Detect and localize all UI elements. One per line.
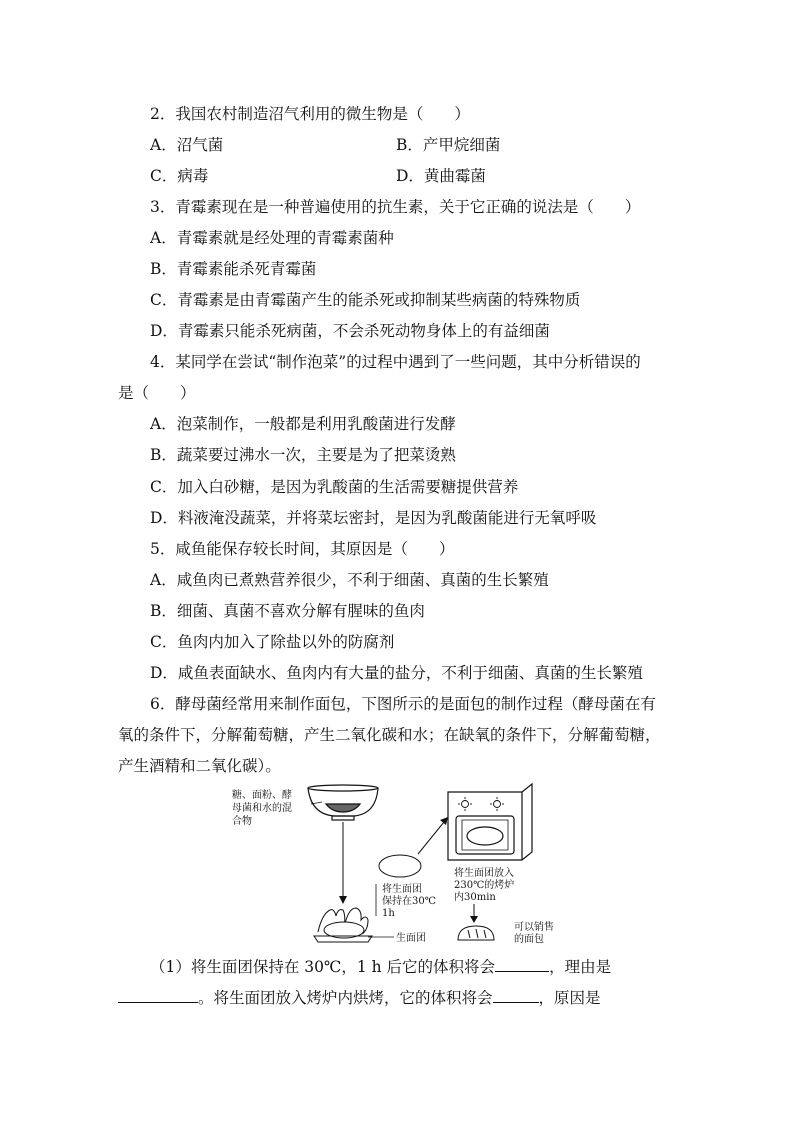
q4-stem-line2: 是（ ） [118, 384, 196, 402]
q5-option-d: D．咸鱼表面缺水、鱼肉内有大量的盐分，不利于细菌、真菌的生长繁殖 [150, 664, 643, 682]
bread-making-figure [226, 780, 566, 952]
oven-label-2: 230℃的烤炉 [454, 880, 515, 891]
q2-option-d: D．黄曲霉菌 [396, 167, 486, 185]
answer-blank-3[interactable] [493, 987, 539, 1003]
arrow-down-icon [470, 916, 478, 923]
answer-blank-2[interactable] [118, 987, 198, 1003]
q4-option-d: D．料液淹没蔬菜，并将菜坛密封，是因为乳酸菌能进行无氧呼吸 [150, 509, 597, 527]
keep-label-2: 保持在30℃ [382, 896, 436, 907]
bread-label-1: 可以销售 [514, 922, 554, 933]
q4-stem-line1: 4．某同学在尝试“制作泡菜”的过程中遇到了一些问题，其中分析错误的 [150, 353, 641, 371]
q5-option-a: A．咸鱼肉已煮熟营养很少，不利于细菌、真菌的生长繁殖 [150, 571, 549, 589]
oven [448, 784, 532, 860]
q6-sub1-line2 [118, 987, 601, 1008]
q5-option-b: B．细菌、真菌不喜欢分解有腥味的鱼肉 [150, 602, 425, 620]
q6-stem-line1: 6．酵母菌经常用来制作面包，下图所示的是面包的制作过程（酵母菌在有 [150, 695, 656, 713]
q6-stem-line2: 氧的条件下，分解葡萄糖，产生二氧化碳和水；在缺氧的条件下，分解葡萄糖， [118, 726, 661, 744]
arrow-down-icon [339, 896, 347, 904]
q3-option-a: A．青霉素就是经处理的青霉素菌种 [150, 229, 394, 247]
keep-label-3: 1h [382, 908, 395, 919]
q5-stem: 5．咸鱼能保存较长时间，其原因是（ ） [150, 540, 455, 558]
q2-stem: 2．我国农村制造沼气利用的微生物是（ ） [150, 105, 470, 123]
q2-option-c: C．病毒 [150, 167, 209, 185]
q2-option-a: A．沼气菌 [150, 136, 224, 154]
q5-option-c: C．鱼肉内加入了除盐以外的防腐剂 [150, 633, 395, 651]
q3-option-b: B．青霉素能杀死青霉菌 [150, 260, 317, 278]
q3-option-c: C．青霉素是由青霉菌产生的能杀死或抑制某些病菌的特殊物质 [150, 291, 581, 309]
resting-dough [379, 855, 421, 877]
bread-loaf [458, 926, 494, 940]
q6-sub1-text-d: ，原因是 [538, 989, 601, 1007]
bowl-label-1: 糖、面粉、酵 [232, 790, 292, 801]
q4-option-c: C．加入白砂糖，是因为乳酸菌的生活需要糖提供营养 [150, 478, 519, 496]
keep-label-1: 将生面团 [382, 884, 422, 895]
kneading-hands [314, 908, 372, 942]
bowl-label-3: 合物 [232, 816, 252, 827]
q3-stem: 3．青霉素现在是一种普遍使用的抗生素，关于它正确的说法是（ ） [150, 198, 641, 216]
q6-sub1-text-a: （1）将生面团保持在 30℃，1 h 后它的体积将会 [150, 958, 496, 976]
oven-label-3: 内30min [454, 892, 496, 903]
q4-option-b: B．蔬菜要过沸水一次，主要是为了把菜烫熟 [150, 446, 456, 464]
q2-option-b: B．产甲烷细菌 [396, 136, 501, 154]
q6-sub1-line1 [150, 956, 611, 977]
arrow-up-right-icon [440, 817, 448, 825]
bowl-label-2: 母菌和水的混 [232, 803, 292, 814]
q6-sub1-text-c: 。将生面团放入烤炉内烘烤，它的体积将会 [198, 989, 493, 1007]
q6-sub1-text-b: ，理由是 [549, 958, 612, 976]
q4-option-a: A．泡菜制作，一般都是利用乳酸菌进行发酵 [150, 415, 456, 433]
oven-label-1: 将生面团放入 [454, 868, 514, 879]
sun-icon [458, 797, 504, 811]
answer-blank-1[interactable] [495, 956, 549, 972]
dough-label: 生面团 [396, 933, 426, 944]
q6-stem-line3: 产生酒精和二氧化碳）。 [118, 757, 281, 775]
q3-option-d: D．青霉素只能杀死病菌，不会杀死动物身体上的有益细菌 [150, 322, 550, 340]
bread-label-2: 的面包 [514, 934, 544, 945]
